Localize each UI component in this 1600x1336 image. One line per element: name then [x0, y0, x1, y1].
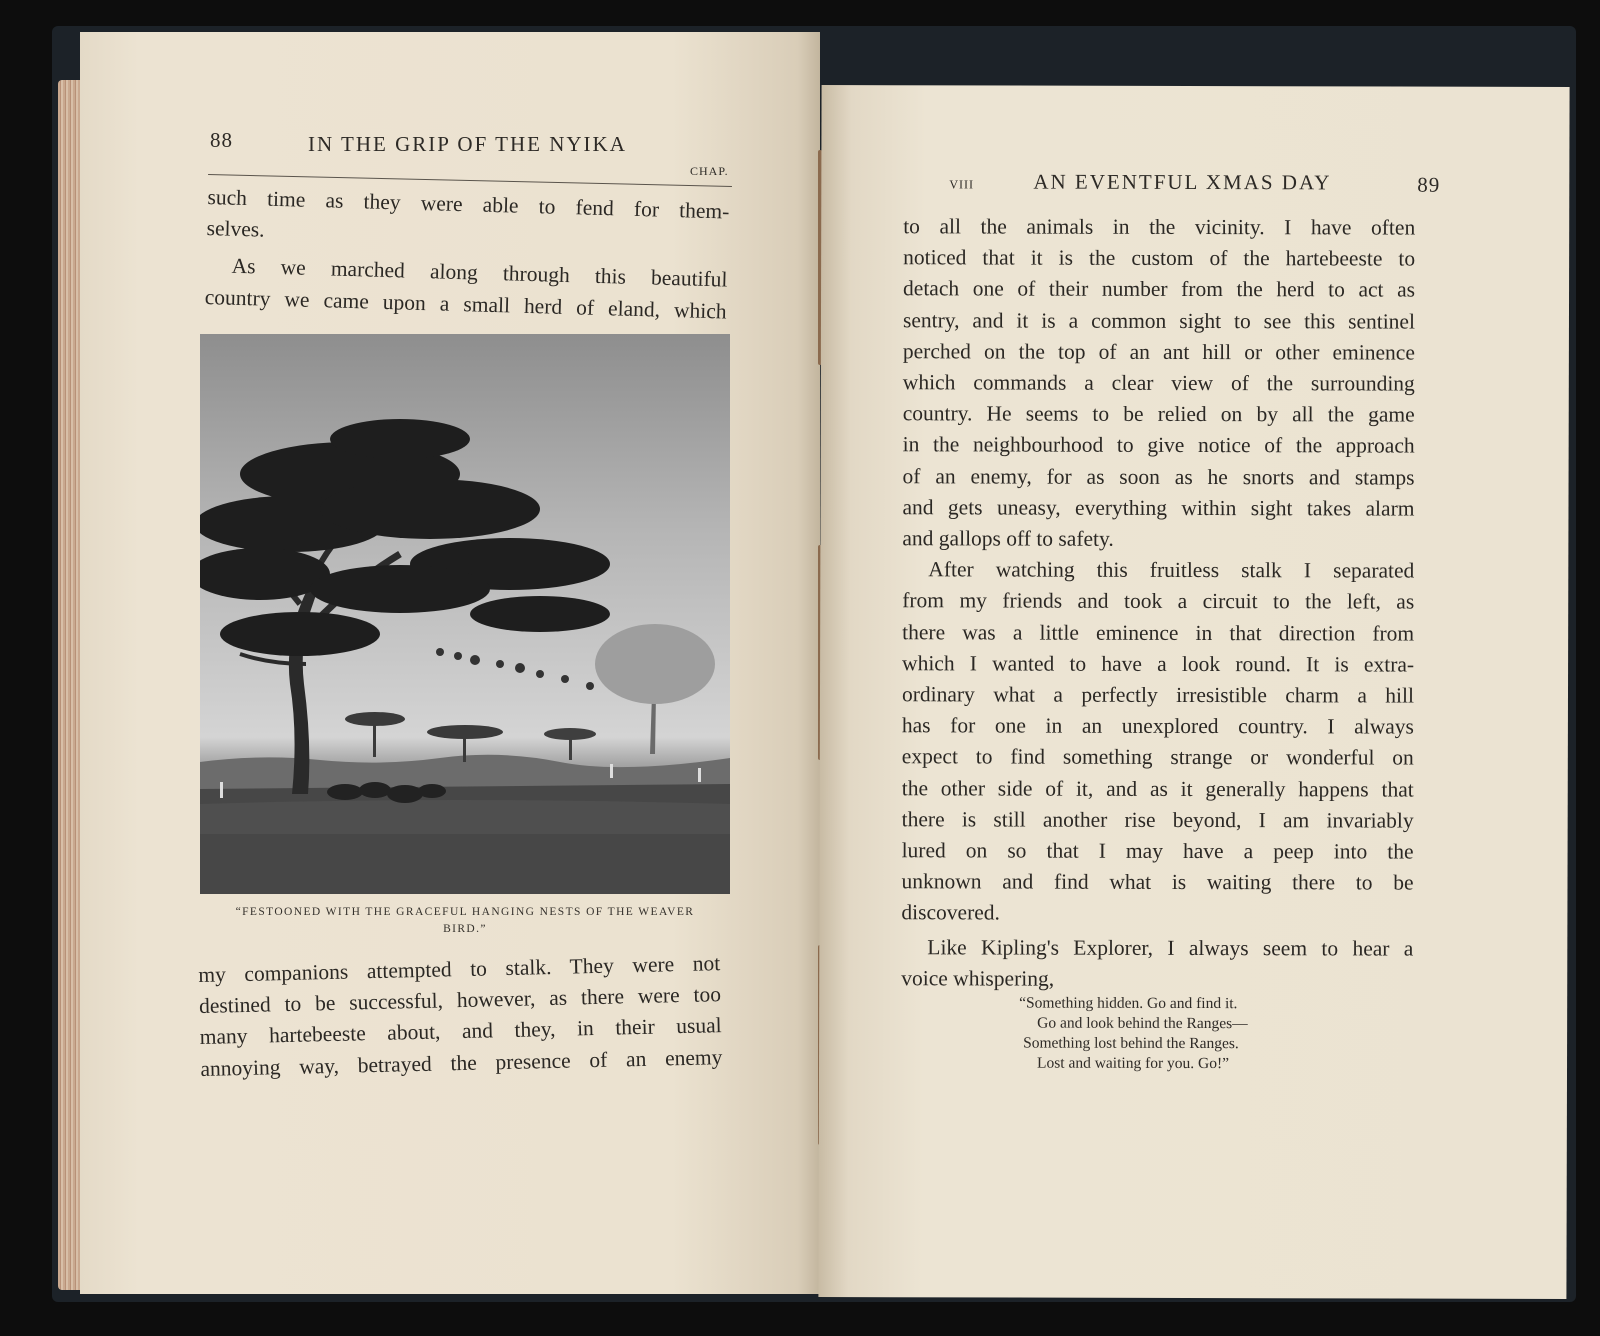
text-line: After watching this fruitless stalk I separated [928, 557, 1415, 583]
verse-quote [1019, 994, 1319, 1075]
text-line: and gets uneasy, everything within sight takes alarm [902, 495, 1415, 521]
text-line: country we came upon a small herd of eland, which [204, 284, 727, 324]
chapter-number: VIII [949, 177, 975, 192]
text-line: As we marched along through this beautiful [231, 254, 728, 292]
text-line: there is still another rise beyond, I am invariably [901, 807, 1414, 833]
text-line: and gallops off to safety. [902, 526, 1114, 551]
photo-acacia-tree [200, 334, 730, 894]
text-line: lured on so that I may have a peep into the [901, 838, 1414, 864]
text-line: detach one of their number from the herd to act as [903, 276, 1416, 302]
text-line: noticed that it is the custom of the hartebeeste to [903, 245, 1416, 271]
text-line: many hartebeeste about, and they, in their usual [199, 1013, 722, 1050]
text-line: from my friends and took a circuit to the left, as [902, 588, 1415, 615]
verse-line: Go and look behind the Ranges— [1037, 1014, 1248, 1033]
text-line: my companions attempted to stalk. They were not [198, 951, 721, 987]
text-line: in the neighbourhood to give notice of the approach [902, 432, 1415, 458]
text-line: voice whispering, [901, 966, 1055, 991]
text-line: Like Kipling's Explorer, I always seem to hear a [927, 934, 1414, 961]
running-title-left: IN THE GRIP OF THE NYIKA [308, 132, 627, 156]
text-line: sentry, and it is a common sight to see this sentinel [902, 307, 1416, 334]
text-line: destined to be successful, however, as there were too [198, 982, 722, 1019]
text-line: perched on the top of an ant hill or other eminence [902, 339, 1415, 365]
text-line: there was a little eminence in that direction from [902, 619, 1415, 646]
text-line: expect to find something strange or wonderful on [901, 744, 1414, 771]
caption-line: “FESTOONED WITH THE GRACEFUL HANGING NESTS OF THE WEAVER [235, 906, 695, 918]
text-line: discovered. [901, 900, 1000, 925]
text-line: has for one in an unexplored country. I always [901, 713, 1414, 739]
page-number-right: 89 [1417, 172, 1441, 197]
chapter-label: CHAP. [690, 164, 729, 178]
text-line: such time as they were able to fend for them- [207, 184, 730, 224]
caption-line: BIRD.” [443, 923, 487, 935]
text-line: unknown and find what is waiting there to be [901, 869, 1414, 895]
photo-illustration [200, 334, 730, 894]
text-line: which commands a clear view of the surrounding [902, 370, 1415, 396]
text-line: annoying way, betrayed the presence of an enemy [200, 1044, 723, 1081]
text-line: selves. [206, 216, 265, 242]
left-bottom-text [198, 948, 723, 1085]
running-title-right: AN EVENTFUL XMAS DAY [1033, 169, 1332, 195]
right-page [818, 85, 1569, 1299]
page-number-left: 88 [210, 128, 233, 152]
text-line: ordinary what a perfectly irresistible charm a hill [901, 682, 1415, 708]
right-body-text [901, 211, 1415, 995]
verse-line: “Something hidden. Go and find it. [1019, 994, 1238, 1013]
verse-line: Something lost behind the Ranges. [1023, 1034, 1239, 1053]
text-line: country. He seems to be relied on by all the game [902, 401, 1415, 427]
left-page [80, 32, 820, 1294]
text-line: the other side of it, and as it generally happens that [901, 775, 1414, 802]
text-line: to all the animals in the vicinity. I have often [903, 214, 1416, 240]
text-line: of an enemy, for as soon as he snorts and stamps [902, 463, 1415, 490]
verse-line: Lost and waiting for you. Go!” [1037, 1054, 1230, 1073]
text-line: which I wanted to have a look round. It is extra- [902, 651, 1415, 677]
photo-caption [198, 904, 732, 938]
left-top-text [204, 182, 729, 327]
